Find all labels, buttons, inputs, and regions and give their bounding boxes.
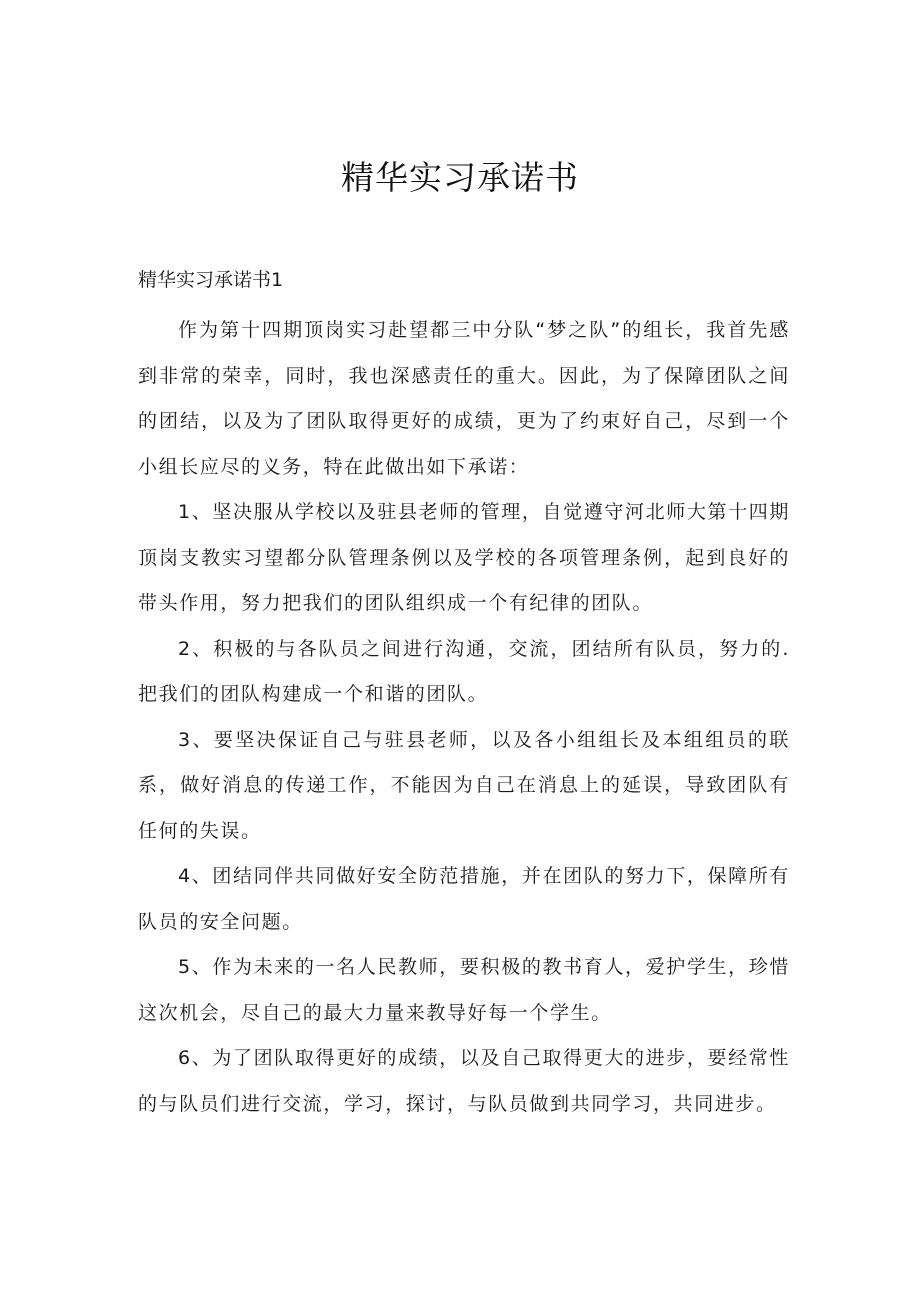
paragraph-item-5: 5、作为未来的一名人民教师，要积极的教书育人，爱护学生，珍惜这次机会，尽自己的最大力量来教导好每一个学生。 (138, 956, 790, 1024)
paragraph-item-3: 3、要坚决保证自己与驻县老师，以及各小组组长及本组组员的联系，做好消息的传递工作，不能因为自己在消息上的延误，导致团队有任何的失误。 (138, 728, 790, 842)
document-body (138, 308, 790, 1127)
document-title: 精华实习承诺书 (341, 158, 579, 197)
paragraph-item-6: 6、为了团队取得更好的成绩，以及自己取得更大的进步，要经常性的与队员们进行交流，学习，探讨，与队员做到共同学习，共同进步。 (138, 1047, 790, 1115)
paragraph-item-4: 4、团结同伴共同做好安全防范措施，并在团队的努力下，保障所有队员的安全问题。 (138, 865, 790, 933)
paragraph-item-1: 1、坚决服从学校以及驻县老师的管理，自觉遵守河北师大第十四期顶岗支教实习望都分队管理条例以及学校的各项管理条例，起到良好的带头作用，努力把我们的团队组织成一个有纪律的团队。 (138, 501, 790, 614)
document-subtitle: 精华实习承诺书1 (138, 269, 284, 291)
paragraph-item-2: 2、积极的与各队员之间进行沟通，交流，团结所有队员，努力的.把我们的团队构建成一个和谐的团队。 (138, 637, 790, 705)
paragraph-intro: 作为第十四期顶岗实习赴望都三中分队“梦之队”的组长，我首先感到非常的荣幸，同时，我也深感责任的重大。因此，为了保障团队之间的团结，以及为了团队取得更好的成绩，更为了约束好自己，尽到一个小组长应尽的义务，特在此做出如下承诺： (138, 319, 790, 478)
